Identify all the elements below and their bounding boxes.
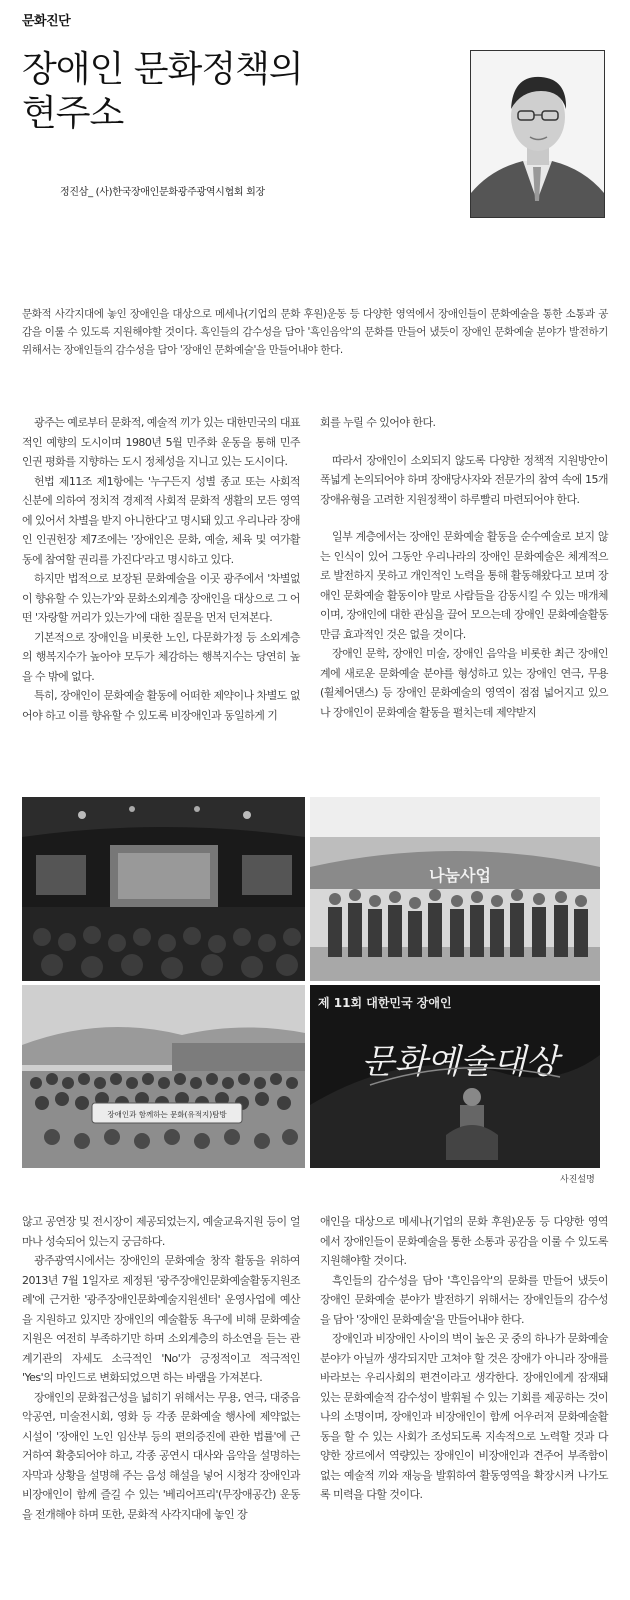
event-banner-text: 나눔사업 xyxy=(429,866,491,885)
body-column-2 xyxy=(320,413,608,722)
paragraph: 헌법 제11조 제1항에는 '누구든지 성별 종교 또는 사회적 신분에 의하여 정치적 경제적 사회적 문화적 생활의 모든 영역에 있어서 차별을 받지 아니한다'고 명시돼 있고 우리나라 장애인 인권헌장 제7조에는 '장애인은 문화, 예술, 체육 및 여가활동에 참여할 권리를 가진다'라고 명시하고 있다. xyxy=(22,474,300,566)
paragraph: 일부 계층에서는 장애인 문화예술 활동을 순수예술로 보지 않는 인식이 있어 그동안 우리나라의 장애인 문화예술은 체계적으로 발전하지 못하고 개인적인 노력을 통해 활동해왔다고 보며 장애인 문화예술 활동이야 말로 사람들을 감동시킬 수 있는 매개체이며, 장애인에 대한 관심을 끌어 모으는데 장애인 문화예술활동 만큼 효과적인 것은 없을 것이다. xyxy=(320,530,608,641)
paragraph: 따라서 장애인이 소외되지 않도록 다양한 정책적 지원방안이 폭넓게 논의되어야 하며 장애당사자와 전문가의 참여 속에 15개 장애유형을 고려한 지원정책이 하루빨리 마련되어야 한다. xyxy=(320,453,608,506)
photo-award-ceremony xyxy=(310,985,600,1168)
paragraph: 장애인과 비장애인 사이의 벽이 높은 곳 중의 하나가 문화예술분야가 아닐까 생각되지만 고쳐야 할 것은 장애가 아니라 장애를 바라보는 우리사회의 편견이라고 생각한다. 장애인에게 잠재돼 있는 문화예술적 감수성이 발휘될 수 있는 기회를 제공하는 것이 나의 소명이며, 장애인과 비장애인이 함께 어우러져 문화예술활동을 할 수 있는 사회가 조성되도록 지속적으로 노력할 것과 다양한 장르에서 역량있는 장애인이 비장애인과 견주어 부족함이 없는 예술적 끼와 재능을 발휘하여 활동영역을 확장시켜 나가도록 미력을 다할 것이다. xyxy=(320,1332,608,1501)
paragraph: 않고 공연장 및 전시장이 제공되었는지, 예술교육지원 등이 얼마나 성숙되어 있는지 궁금하다. xyxy=(22,1215,300,1248)
award-subtitle: 제 11회 대한민국 장애인 xyxy=(318,996,452,1010)
paragraph: 하지만 법적으로 보장된 문화예술을 이곳 광주에서 '차별없이 향유할 수 있는가'와 문화소외계층 장애인을 대상으로 그 어떤 '자랑할 꺼리가 있는가'에 대한 질문을 먼저 던져본다. xyxy=(22,572,300,624)
award-title: 문화예술대상 xyxy=(361,1042,559,1082)
paragraph: 기본적으로 장애인을 비롯한 노인, 다문화가정 등 소외계층의 행복지수가 높아야 모두가 체감하는 행복지수는 당연히 높을 수 밖에 없다. xyxy=(22,630,300,683)
photo-caption: 사진설명 xyxy=(560,1175,595,1185)
author-portrait xyxy=(470,50,605,218)
paragraph: 회를 누릴 수 있어야 한다. xyxy=(320,416,436,429)
photo-group-tour xyxy=(22,985,305,1168)
body-column-4 xyxy=(320,1212,608,1505)
portrait-photo xyxy=(471,51,604,217)
paragraph: 장애인의 문화접근성을 넓히기 위해서는 무용, 연극, 대중음악공연, 미술전시회, 영화 등 각종 문화예술 행사에 제약없는 시설이 '장애인 노인 임산부 등의 편의증진에 관한 법률'에 근거하여 확충되어야 하고, 각종 공연시 대사와 음악을 설명하는 자막과 상황을 설명해 주는 음성 해설을 넣어 시청각 장애인과 비장애인이 함께 즐길 수 있는 '베리어프리'(무장애공간) 운동을 전개해야 하며 또한, 문화적 사각지대에 놓인 장 xyxy=(22,1390,300,1521)
photo-concert-stage xyxy=(22,797,305,981)
article-title xyxy=(22,48,442,136)
paragraph: 애인을 대상으로 메세나(기업의 문화 후원)운동 등 다양한 영역에서 장애인들이 문화예술을 통한 소통과 공감을 이룰 수 있도록 지원해야할 것이다. xyxy=(320,1215,608,1267)
tour-banner-text: 장애인과 함께하는 문화(유적지)탐방 xyxy=(107,1110,227,1119)
title-line-2: 현주소 xyxy=(22,93,124,134)
body-column-1 xyxy=(22,413,300,725)
paragraph: 흑인들의 감수성을 담아 '흑인음악'의 문화를 만들어 냈듯이 장애인 문화예술 분야가 발전하기 위해서는 장애인들의 감수성을 담아 '장애인 문화예술'을 만들어내야 한다. xyxy=(320,1273,608,1326)
paragraph: 장애인 문학, 장애인 미술, 장애인 음악을 비롯한 최근 장애인계에 새로운 문화예술 분야를 형성하고 있는 장애인 연극, 무용(휠체어댄스) 등 장애인 문화예술의 영역이 점점 넓어지고 있으나 장애인이 문화예술 활동을 펼치는데 제약받지 xyxy=(320,647,608,719)
title-line-1: 장애인 문화정책의 xyxy=(22,49,303,90)
article-summary: 문화적 사각지대에 놓인 장애인을 대상으로 메세나(기업의 문화 후원)운동 등 다양한 영역에서 장애인들이 문화예술을 통한 소통과 공감을 이룰 수 있도록 지원해야할 것이다. 흑인들의 감수성을 담아 '흑인음악'의 문화를 만들어 냈듯이 장애인 문화예술 분야가 발전하기 위해서는 장애인들의 감수성을 담아 '장애인 문화예술'을 만들어내야 한다. xyxy=(22,308,608,356)
paragraph: 특히, 장애인이 문화예술 활동에 어떠한 제약이나 차별도 없어야 하고 이를 향유할 수 있도록 비장애인과 동일하게 기 xyxy=(22,689,300,722)
paragraph: 광주는 예로부터 문화적, 예술적 끼가 있는 대한민국의 대표적인 예향의 도시이며 1980년 5월 민주화 운동을 통해 민주 인권 평화를 지향하는 도시 정체성을 지니고 있는 도시이다. xyxy=(22,416,300,468)
body-column-3 xyxy=(22,1212,300,1524)
paragraph: 광주광역시에서는 장애인의 문화예술 창작 활동을 위하여 2013년 7월 1일자로 제정된 '광주장애인문화예술활동지원조례'에 근거한 '광주장애인문화예술지원센터' 운영사업에 예산을 지원하고 있지만 장애인의 예술활동 욕구에 비해 문화예술지원은 여전히 부족하기만 하며 소외계층의 하소연을 듣는 관계기관의 자세도 소극적인 'No'가 긍정적이고 적극적인 'Yes'의 마인드로 변화되었으면 하는 바램을 가져본다. xyxy=(22,1254,300,1384)
section-label: 문화진단 xyxy=(22,14,71,29)
photo-sharing-event xyxy=(310,797,600,981)
author-byline: 정진삼_ (사)한국장애인문화광주광역시협회 회장 xyxy=(60,187,265,198)
